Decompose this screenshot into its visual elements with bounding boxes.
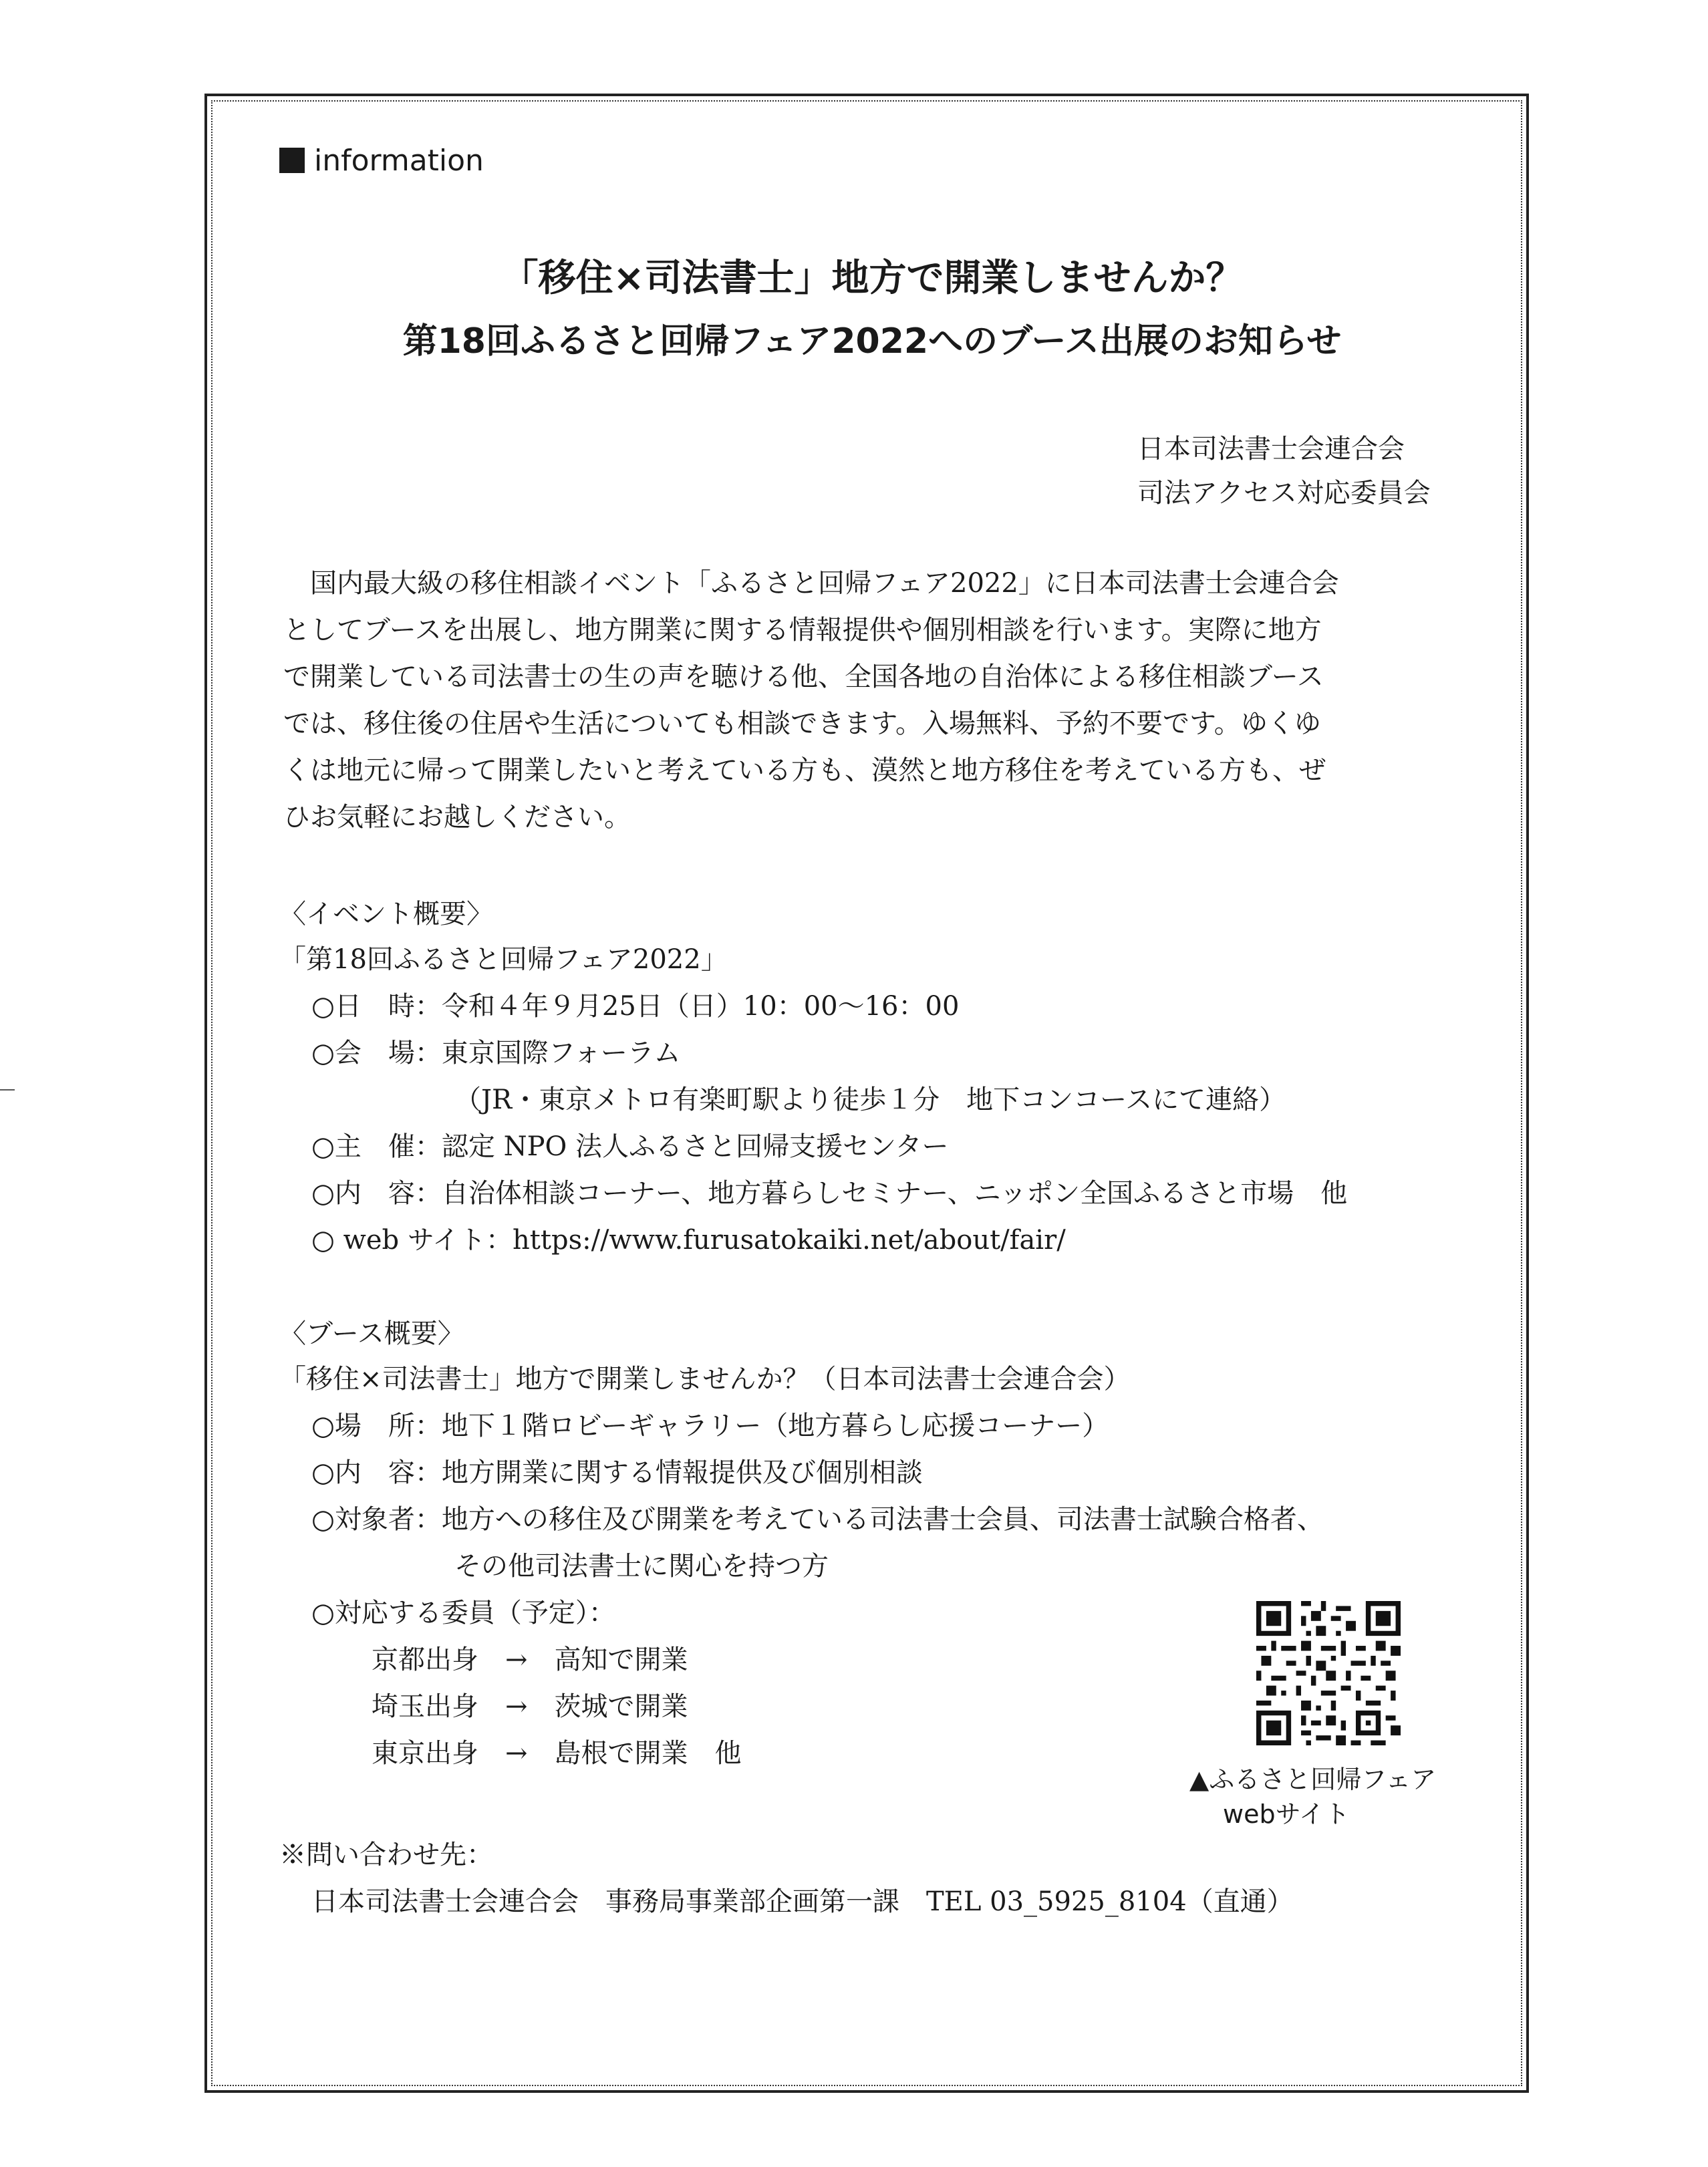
qr-code[interactable] [1256, 1601, 1401, 1745]
member-item: 東京出身 → 島根で開業 他 [372, 1738, 742, 1769]
booth-target-cont: その他司法書士に関心を持つ方 [454, 1551, 829, 1582]
contact-heading: ※問い合わせ先： [279, 1840, 493, 1870]
qr-caption: ▲ふるさと回帰フェア [1189, 1765, 1437, 1794]
org-name: 日本司法書士会連合会 [1137, 434, 1405, 464]
main-title: 「移住×司法書士」地方で開業しませんか？ [501, 257, 1244, 300]
information-label [279, 142, 484, 179]
member-item: 京都出身 → 高知で開業 [372, 1644, 688, 1675]
booth-content: ○内 容：地方開業に関する情報提供及び個別相談 [311, 1457, 923, 1488]
body-line: としてブースを出展し、地方開業に関する情報提供や個別相談を行います。実際に地方 [283, 615, 1322, 645]
edge-mark [0, 1089, 15, 1091]
booth-members-heading: ○対応する委員（予定）： [311, 1598, 615, 1628]
event-name: 「第18回ふるさと回帰フェア2022」 [279, 944, 728, 975]
org-committee: 司法アクセス対応委員会 [1137, 478, 1431, 509]
body-line: ひお気軽にお越しください。 [283, 802, 631, 833]
member-item: 埼玉出身 → 茨城で開業 [372, 1691, 688, 1722]
event-datetime: ○日 時：令和４年９月25日（日）10：00〜16：00 [311, 991, 960, 1022]
booth-location: ○場 所：地下１階ロビーギャラリー（地方暮らし応援コーナー） [311, 1411, 1109, 1441]
event-venue: ○会 場：東京国際フォーラム [311, 1038, 681, 1068]
booth-target: ○対象者：地方への移住及び開業を考えている司法書士会員、司法書士試験合格者、 [311, 1504, 1324, 1535]
event-organizer: ○主 催：認定 NPO 法人ふるさと回帰支援センター [311, 1131, 949, 1162]
body-line: くは地元に帰って開業したいと考えている方も、漠然と地方移住を考えている方も、ぜ [283, 755, 1326, 786]
qr-caption-web: webサイト [1223, 1799, 1350, 1829]
body-line: では、移住後の住居や生活についても相談できます。入場無料、予約不要です。ゆくゆ [283, 708, 1321, 739]
event-heading: 〈イベント概要〉 [279, 899, 493, 929]
square-bullet-icon [279, 148, 305, 173]
event-website[interactable]: ○ web サイト：https://www.furusatokaiki.net/about/fair/ [311, 1225, 1066, 1256]
body-paragraph [283, 560, 1473, 841]
body-line: 国内最大級の移住相談イベント「ふるさと回帰フェア2022」に日本司法書士会連合会 [310, 568, 1339, 599]
booth-name: 「移住×司法書士」地方で開業しませんか？（日本司法書士会連合会） [279, 1364, 1131, 1395]
information-text: information [314, 143, 484, 178]
body-line: で開業している司法書士の生の声を聴ける他、全国各地の自治体による移住相談ブース [283, 662, 1324, 692]
event-access: （JR・東京メトロ有楽町駅より徒歩１分 地下コンコースにて連絡） [454, 1085, 1286, 1115]
event-content: ○内 容：自治体相談コーナー、地方暮らしセミナー、ニッポン全国ふるさと市場 他 [311, 1178, 1348, 1209]
booth-heading: 〈ブース概要〉 [279, 1318, 464, 1349]
sub-title: 第18回ふるさと回帰フェア2022へのブース出展のお知らせ [402, 321, 1342, 362]
contact-info: 日本司法書士会連合会 事務局事業部企画第一課 TEL 03_5925_8104（直通） [311, 1886, 1294, 1917]
